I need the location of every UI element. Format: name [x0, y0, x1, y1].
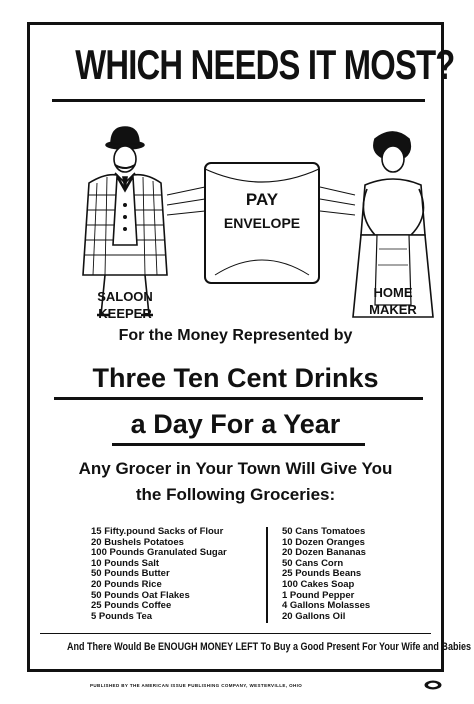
groceries-left-list — [91, 527, 241, 622]
big-line-1: Three Ten Cent Drinks — [92, 363, 379, 393]
sub-line-2: the Following Groceries: — [135, 485, 336, 504]
list-item: 50 Pounds Butter — [91, 568, 170, 580]
list-item: 50 Cans Tomatoes — [282, 526, 366, 537]
list-item: 15 Fifty.pound Sacks of Flour — [91, 526, 224, 537]
list-divider — [266, 527, 268, 623]
envelope-label-2: ENVELOPE — [223, 215, 301, 231]
page-title: WHICH NEEDS IT MOST? — [75, 41, 455, 88]
list-item: 25 Pounds Beans — [282, 568, 362, 580]
poster-frame — [27, 22, 472, 672]
saloon-keeper-figure — [83, 127, 167, 315]
homemaker-label-1: HOME — [373, 285, 413, 300]
groceries-right-list — [282, 527, 412, 622]
big-line-2: a Day For a Year — [130, 409, 341, 439]
publisher-line: PUBLISHED BY THE AMERICAN ISSUE PUBLISHING COMPANY, WESTERVILLE, OHIO — [90, 683, 303, 688]
list-item: 100 Cakes Soap — [282, 578, 355, 590]
big-line-1-underline — [54, 397, 423, 400]
list-item: 20 Dozen Bananas — [282, 547, 366, 559]
title-underline — [52, 99, 425, 102]
illustration — [75, 125, 435, 335]
pay-envelope-icon — [205, 163, 319, 283]
list-item: 10 Pounds Salt — [91, 557, 160, 569]
list-item: 20 Bushels Potatoes — [91, 536, 184, 548]
list-item: 100 Pounds Granulated Sugar — [91, 547, 227, 559]
saloon-label-2: KEEPER — [98, 306, 152, 321]
sub-line-1: Any Grocer in Your Town Will Give You — [78, 459, 393, 478]
list-item: 1 Pound Pepper — [282, 589, 355, 601]
list-item: 20 Gallons Oil — [282, 610, 346, 622]
footer-rule-top — [40, 633, 431, 634]
footer-line: And There Would Be ENOUGH MONEY LEFT To Buy a Good Present For Your Wife and Babies — [66, 641, 472, 653]
big-line-2-underline — [112, 443, 365, 446]
saloon-label-1: SALOON — [97, 289, 153, 304]
list-item: 50 Pounds Oat Flakes — [91, 589, 190, 601]
lead-line: For the Money Represented by — [118, 327, 353, 344]
list-item: 50 Cans Corn — [282, 557, 344, 569]
list-item: 4 Gallons Molasses — [282, 600, 371, 612]
homemaker-label-2: MAKER — [369, 302, 417, 317]
list-item: 25 Pounds Coffee — [91, 600, 172, 612]
envelope-label-1: PAY — [245, 190, 279, 209]
union-seal-icon — [424, 680, 442, 690]
list-item: 10 Dozen Oranges — [282, 536, 365, 548]
list-item: 20 Pounds Rice — [91, 578, 162, 590]
list-item: 5 Pounds Tea — [91, 610, 153, 622]
